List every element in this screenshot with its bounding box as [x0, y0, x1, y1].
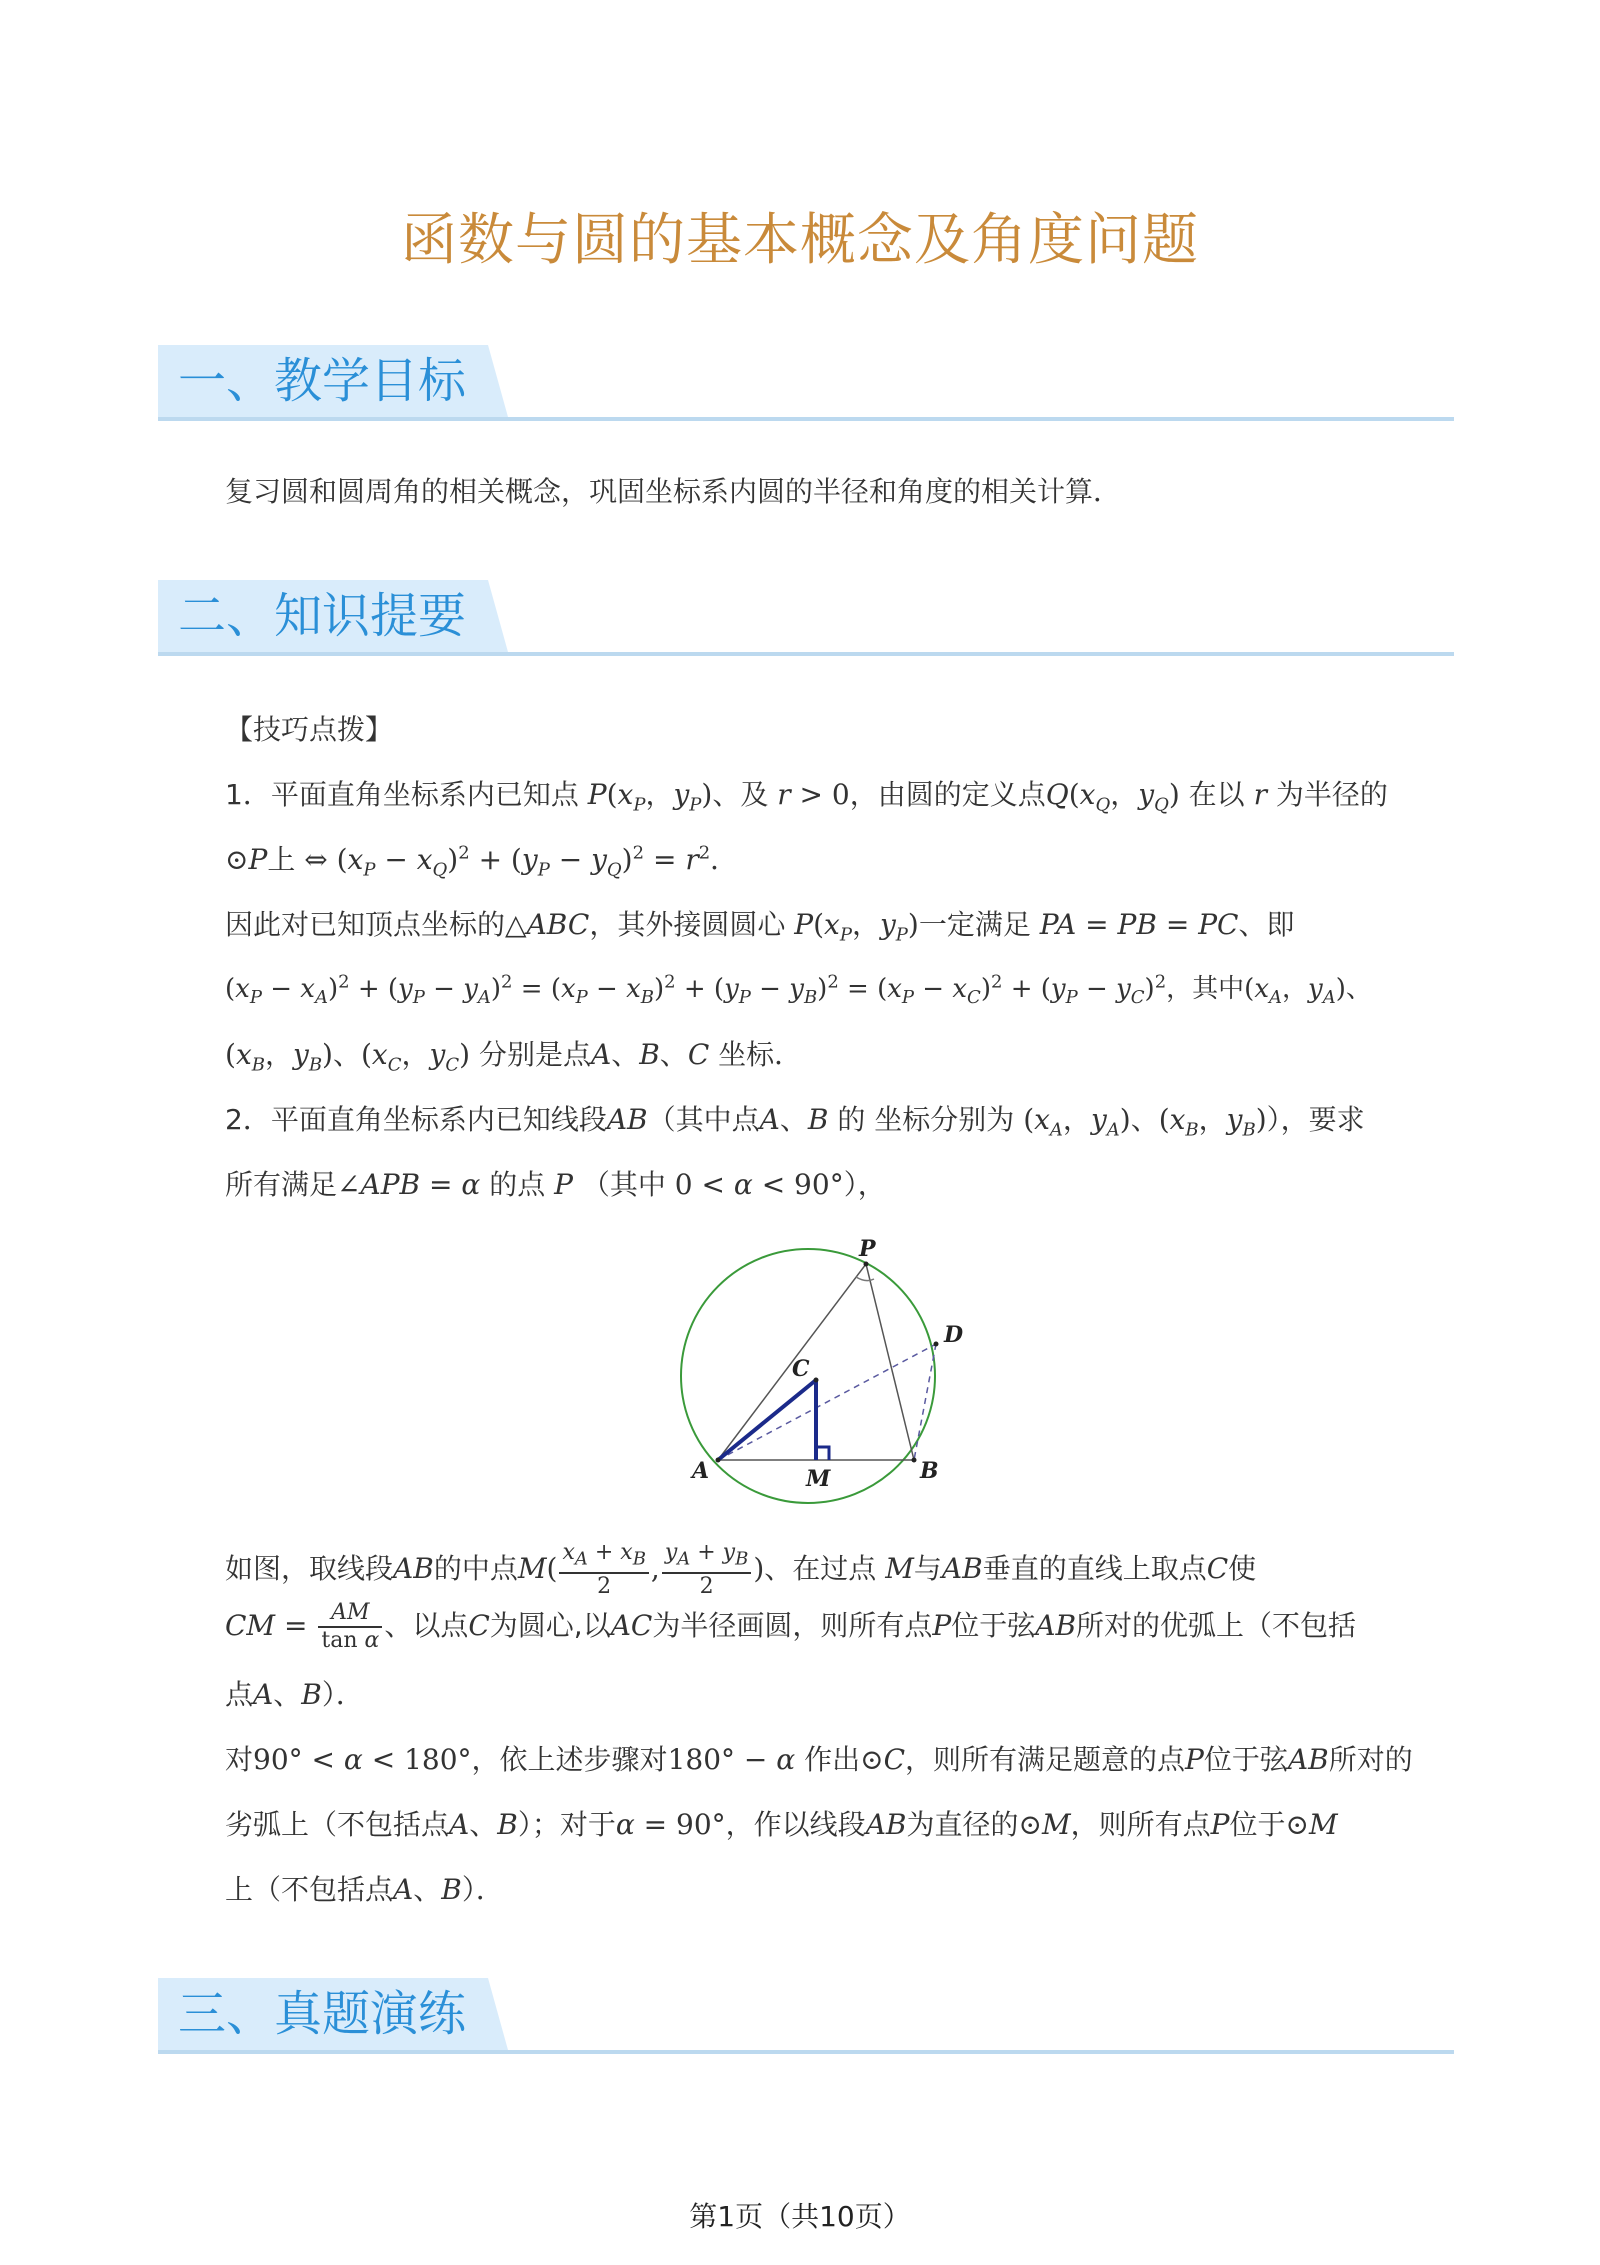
text-span: 与 — [913, 1552, 942, 1586]
text-span: 分别是点 — [478, 1038, 591, 1071]
page-title: 函数与圆的基本概念及角度问题 — [401, 208, 1199, 273]
section-heading-practice — [158, 1978, 1454, 2054]
text-span: ，其外接圆圆心 — [589, 908, 786, 941]
text-span: 为圆心,以 — [489, 1609, 611, 1642]
text-span: 作出 — [804, 1743, 861, 1776]
segment-pb — [866, 1264, 914, 1460]
section-rule — [158, 417, 1454, 421]
item1-line5: ($x_B$，$y_B$)、($x_C$，$y_C$) 分别是点A、B、C 坐标． — [225, 1038, 803, 1076]
text-span: 上（不包括点 — [225, 1873, 394, 1906]
text-span: 2．平面直角坐标系内已知线段 — [225, 1103, 607, 1136]
item1-line4: $(x_P - x_A)^2 + (y_P - y_A)^2 = (x_P - x_B)^2 + (y_P - y_B)^2 = (x_P - x_C)^2 + (y_P - y_C)^2$，其中($x_A$，$y_A$)、 — [225, 971, 1372, 1009]
item1-line2: ⊙P上 ⇔ $(x_P - x_Q)^2 + (y_P - y_Q)^2 = r^2$． — [225, 842, 739, 881]
text-span: 所有满足 — [225, 1168, 338, 1201]
section-heading-label: 二、知识提要 — [178, 588, 467, 644]
text-span: 上 — [267, 843, 296, 876]
point-p — [864, 1262, 869, 1267]
text-span: 劣弧上（不包括点 — [225, 1808, 450, 1841]
text-span: 位于弦 — [951, 1609, 1036, 1642]
text-span: ），要求 — [1266, 1103, 1365, 1136]
section-heading-label: 三、真题演练 — [178, 1986, 467, 2042]
text-span: 、及 — [712, 778, 769, 811]
text-span: ）． — [461, 1873, 504, 1906]
label-c: C — [792, 1356, 810, 1382]
segment-ad-dashed — [718, 1344, 936, 1460]
text-span: 所对的 — [1328, 1743, 1413, 1776]
text-span: 为半径画圆，则所有点 — [652, 1609, 933, 1642]
text-span: ，由圆的定义点 — [849, 778, 1046, 811]
text-span: 的点 — [489, 1168, 546, 1201]
para2-line2: 劣弧上（不包括点A、B）；对于α = 90°，作以线段AB为直径的⊙M，则所有点P位于⊙M — [225, 1808, 1338, 1841]
segment-ac — [718, 1380, 816, 1460]
tips-header: 【技巧点拨】 — [225, 713, 394, 746]
text-span: 对 — [225, 1743, 254, 1776]
angle-arc-p — [856, 1277, 874, 1281]
text-span: ，作以线段 — [725, 1808, 866, 1841]
text-span: 点 — [225, 1678, 254, 1711]
goal-text: 复习圆和圆周角的相关概念，巩固坐标系内圆的半径和角度的相关计算． — [225, 475, 1122, 508]
text-span: 、即 — [1238, 908, 1295, 941]
point-d — [934, 1342, 939, 1347]
text-span: 、在过点 — [764, 1552, 877, 1586]
point-b — [912, 1458, 917, 1463]
text-span: 位于 — [1229, 1808, 1286, 1841]
point-a — [716, 1458, 721, 1463]
point-c — [814, 1378, 819, 1383]
text-span: 在以 — [1188, 778, 1245, 811]
section-rule — [158, 652, 1454, 656]
text-span: （其中点 — [647, 1103, 760, 1136]
text-span: ，其中 — [1166, 974, 1245, 1004]
text-span: 如图，取线段 — [225, 1552, 394, 1586]
section-heading-goals — [158, 345, 1454, 421]
text-span: 所对的优弧上（不包括 — [1076, 1609, 1357, 1642]
text-span: 为半径的 — [1275, 778, 1388, 811]
text-span: 为直径的 — [906, 1808, 1019, 1841]
text-span: ）；对于 — [517, 1808, 616, 1841]
text-span: 的中点 — [433, 1552, 518, 1586]
text-span: 坐标． — [718, 1038, 803, 1071]
text-span: ，则所有满足题意的点 — [905, 1743, 1186, 1776]
text-span: 1．平面直角坐标系内已知点 — [225, 778, 579, 811]
label-a: A — [692, 1458, 710, 1484]
text-span: 使 — [1228, 1552, 1257, 1586]
item2-line1: 2．平面直角坐标系内已知线段AB（其中点A、B 的 坐标分别为 ($x_A$，$y_A$)、($x_B$，$y_B$)），要求 — [225, 1103, 1365, 1141]
item1-line3: 因此对已知顶点坐标的△ABC，其外接圆圆心 $P(x_P$，$y_P$)一定满足 PA = PB = PC、即 — [225, 908, 1295, 946]
item1-line1: 1．平面直角坐标系内已知点 $P(x_P$，$y_P$)、及 r > 0，由圆的定义点$Q(x_Q$，$y_Q$) 在以 r 为半径的 — [225, 778, 1388, 816]
text-span: 一定满足 — [918, 908, 1031, 941]
text-span: ）， — [843, 1168, 886, 1201]
text-span: （其中 — [581, 1168, 666, 1201]
label-p: P — [859, 1236, 876, 1262]
label-d: D — [944, 1322, 964, 1348]
para1-line2: CM = $\frac{AM}{\text{tan α}}$ 、以点C为圆心,以AC为半径画圆，则所有点P位于弦AB所对的优弧上（不包括 — [225, 1600, 1357, 1653]
item2-line2: 所有满足∠APB = α 的点 P （其中 0 < α < 90°）， — [225, 1168, 886, 1201]
geometry-figure — [680, 1228, 980, 1508]
para1-line1: 如图，取线段AB的中点M( $\frac{x_A + x_B}{2}$ , $\frac{y_A + y_B}{2}$ )、在过点 M与AB垂直的直线上取点C使 — [225, 1540, 1257, 1600]
label-m: M — [806, 1466, 831, 1492]
page-footer: 第1页（共10页） — [689, 2200, 911, 2233]
para1-line3: 点A、B）． — [225, 1678, 364, 1711]
text-span: 位于弦 — [1203, 1743, 1288, 1776]
section-heading-label: 一、教学目标 — [178, 353, 467, 409]
text-span: ）． — [321, 1678, 364, 1711]
label-b: B — [920, 1458, 939, 1484]
section-heading-knowledge — [158, 580, 1454, 656]
para2-line3: 上（不包括点A、B）． — [225, 1873, 504, 1906]
text-span: 的 坐标分别为 — [837, 1103, 1015, 1136]
section-rule — [158, 2050, 1454, 2054]
text-span: ，则所有点 — [1070, 1808, 1211, 1841]
text-span: 垂直的直线上取点 — [982, 1552, 1207, 1586]
text-span: 、以点 — [384, 1609, 469, 1642]
text-span: ，依上述步骤对 — [471, 1743, 668, 1776]
para2-line1: 对90° < α < 180°，依上述步骤对180° − α 作出⊙C，则所有满足题意的点P位于弦AB所对的 — [225, 1743, 1413, 1776]
text-span: 因此对已知顶点坐标的 — [225, 908, 506, 941]
